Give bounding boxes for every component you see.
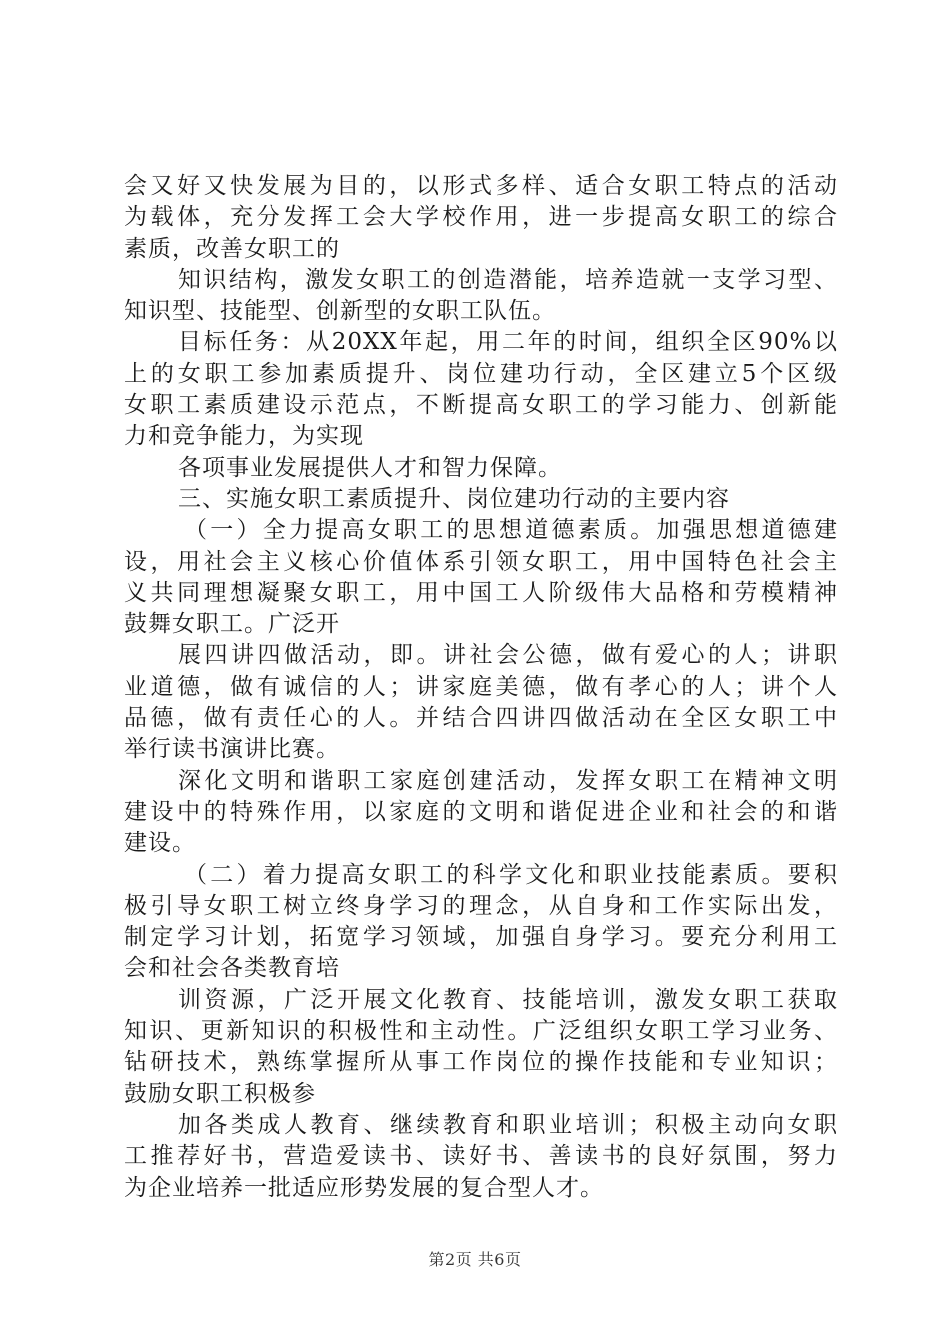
- text-line: 建设。: [124, 830, 196, 857]
- text-line: 设，用社会主义核心价值体系引领女职工，用中国特色社会主: [124, 548, 838, 575]
- text-line: 会和社会各类教育培: [124, 955, 340, 982]
- text-line: 义共同理想凝聚女职工，用中国工人阶级伟大品格和劳模精神: [124, 579, 838, 606]
- page-number: 第2页 共6页: [428, 1250, 522, 1269]
- text-line: 极引导女职工树立终身学习的理念，从自身和工作实际出发，: [124, 892, 838, 919]
- text-line: 举行读书演讲比赛。: [124, 736, 340, 763]
- text-line: 鼓舞女职工。广泛开: [124, 611, 340, 638]
- text-line: 知识结构，激发女职工的创造潜能，培养造就一支学习型、: [178, 266, 838, 293]
- text-line: 业道德，做有诚信的人；讲家庭美德，做有孝心的人；讲个人: [124, 673, 838, 700]
- text-line: 女职工素质建设示范点，不断提高女职工的学习能力、创新能: [124, 392, 838, 419]
- text-line: （一）全力提高女职工的思想道德素质。加强思想道德建: [184, 517, 838, 544]
- text-line: 力和竞争能力，为实现: [124, 423, 364, 450]
- text-line: 上的女职工参加素质提升、岗位建功行动，全区建立5个区级: [124, 360, 838, 387]
- text-line: 知识、更新知识的积极性和主动性。广泛组织女职工学习业务、: [124, 1018, 838, 1045]
- text-line: 为企业培养一批适应形势发展的复合型人才。: [124, 1174, 604, 1201]
- text-line: （二）着力提高女职工的科学文化和职业技能素质。要积: [184, 861, 838, 888]
- section-heading: 三、实施女职工素质提升、岗位建功行动的主要内容: [178, 485, 730, 512]
- text-line: 制定学习计划，拓宽学习领域，加强自身学习。要充分利用工: [124, 924, 838, 951]
- text-line: 建设中的特殊作用，以家庭的文明和谐促进企业和社会的和谐: [124, 798, 838, 825]
- text-line: 品德，做有责任心的人。并结合四讲四做活动在全区女职工中: [124, 705, 838, 732]
- text-line: 加各类成人教育、继续教育和职业培训；积极主动向女职: [178, 1111, 838, 1138]
- text-line: 钻研技术，熟练掌握所从事工作岗位的操作技能和专业知识；: [124, 1049, 838, 1076]
- text-line: 训资源，广泛开展文化教育、技能培训，激发女职工获取: [178, 986, 838, 1013]
- text-line: 知识型、技能型、创新型的女职工队伍。: [124, 298, 556, 325]
- document-body: [124, 171, 838, 1204]
- text-line: 目标任务：从20XX年起，用二年的时间，组织全区90%以: [178, 329, 838, 356]
- text-line: 为载体，充分发挥工会大学校作用，进一步提高女职工的综合: [124, 204, 838, 231]
- text-line: 深化文明和谐职工家庭创建活动，发挥女职工在精神文明: [178, 767, 838, 794]
- text-line: 会又好又快发展为目的，以形式多样、适合女职工特点的活动: [124, 173, 838, 199]
- text-line: 展四讲四做活动，即。讲社会公德，做有爱心的人；讲职: [178, 642, 838, 669]
- text-line: 素质，改善女职工的: [124, 235, 340, 262]
- text-line: 鼓励女职工积极参: [124, 1080, 316, 1107]
- text-line: 各项事业发展提供人才和智力保障。: [178, 454, 562, 481]
- text-line: 工推荐好书，营造爱读书、读好书、善读书的良好氛围，努力: [124, 1143, 838, 1170]
